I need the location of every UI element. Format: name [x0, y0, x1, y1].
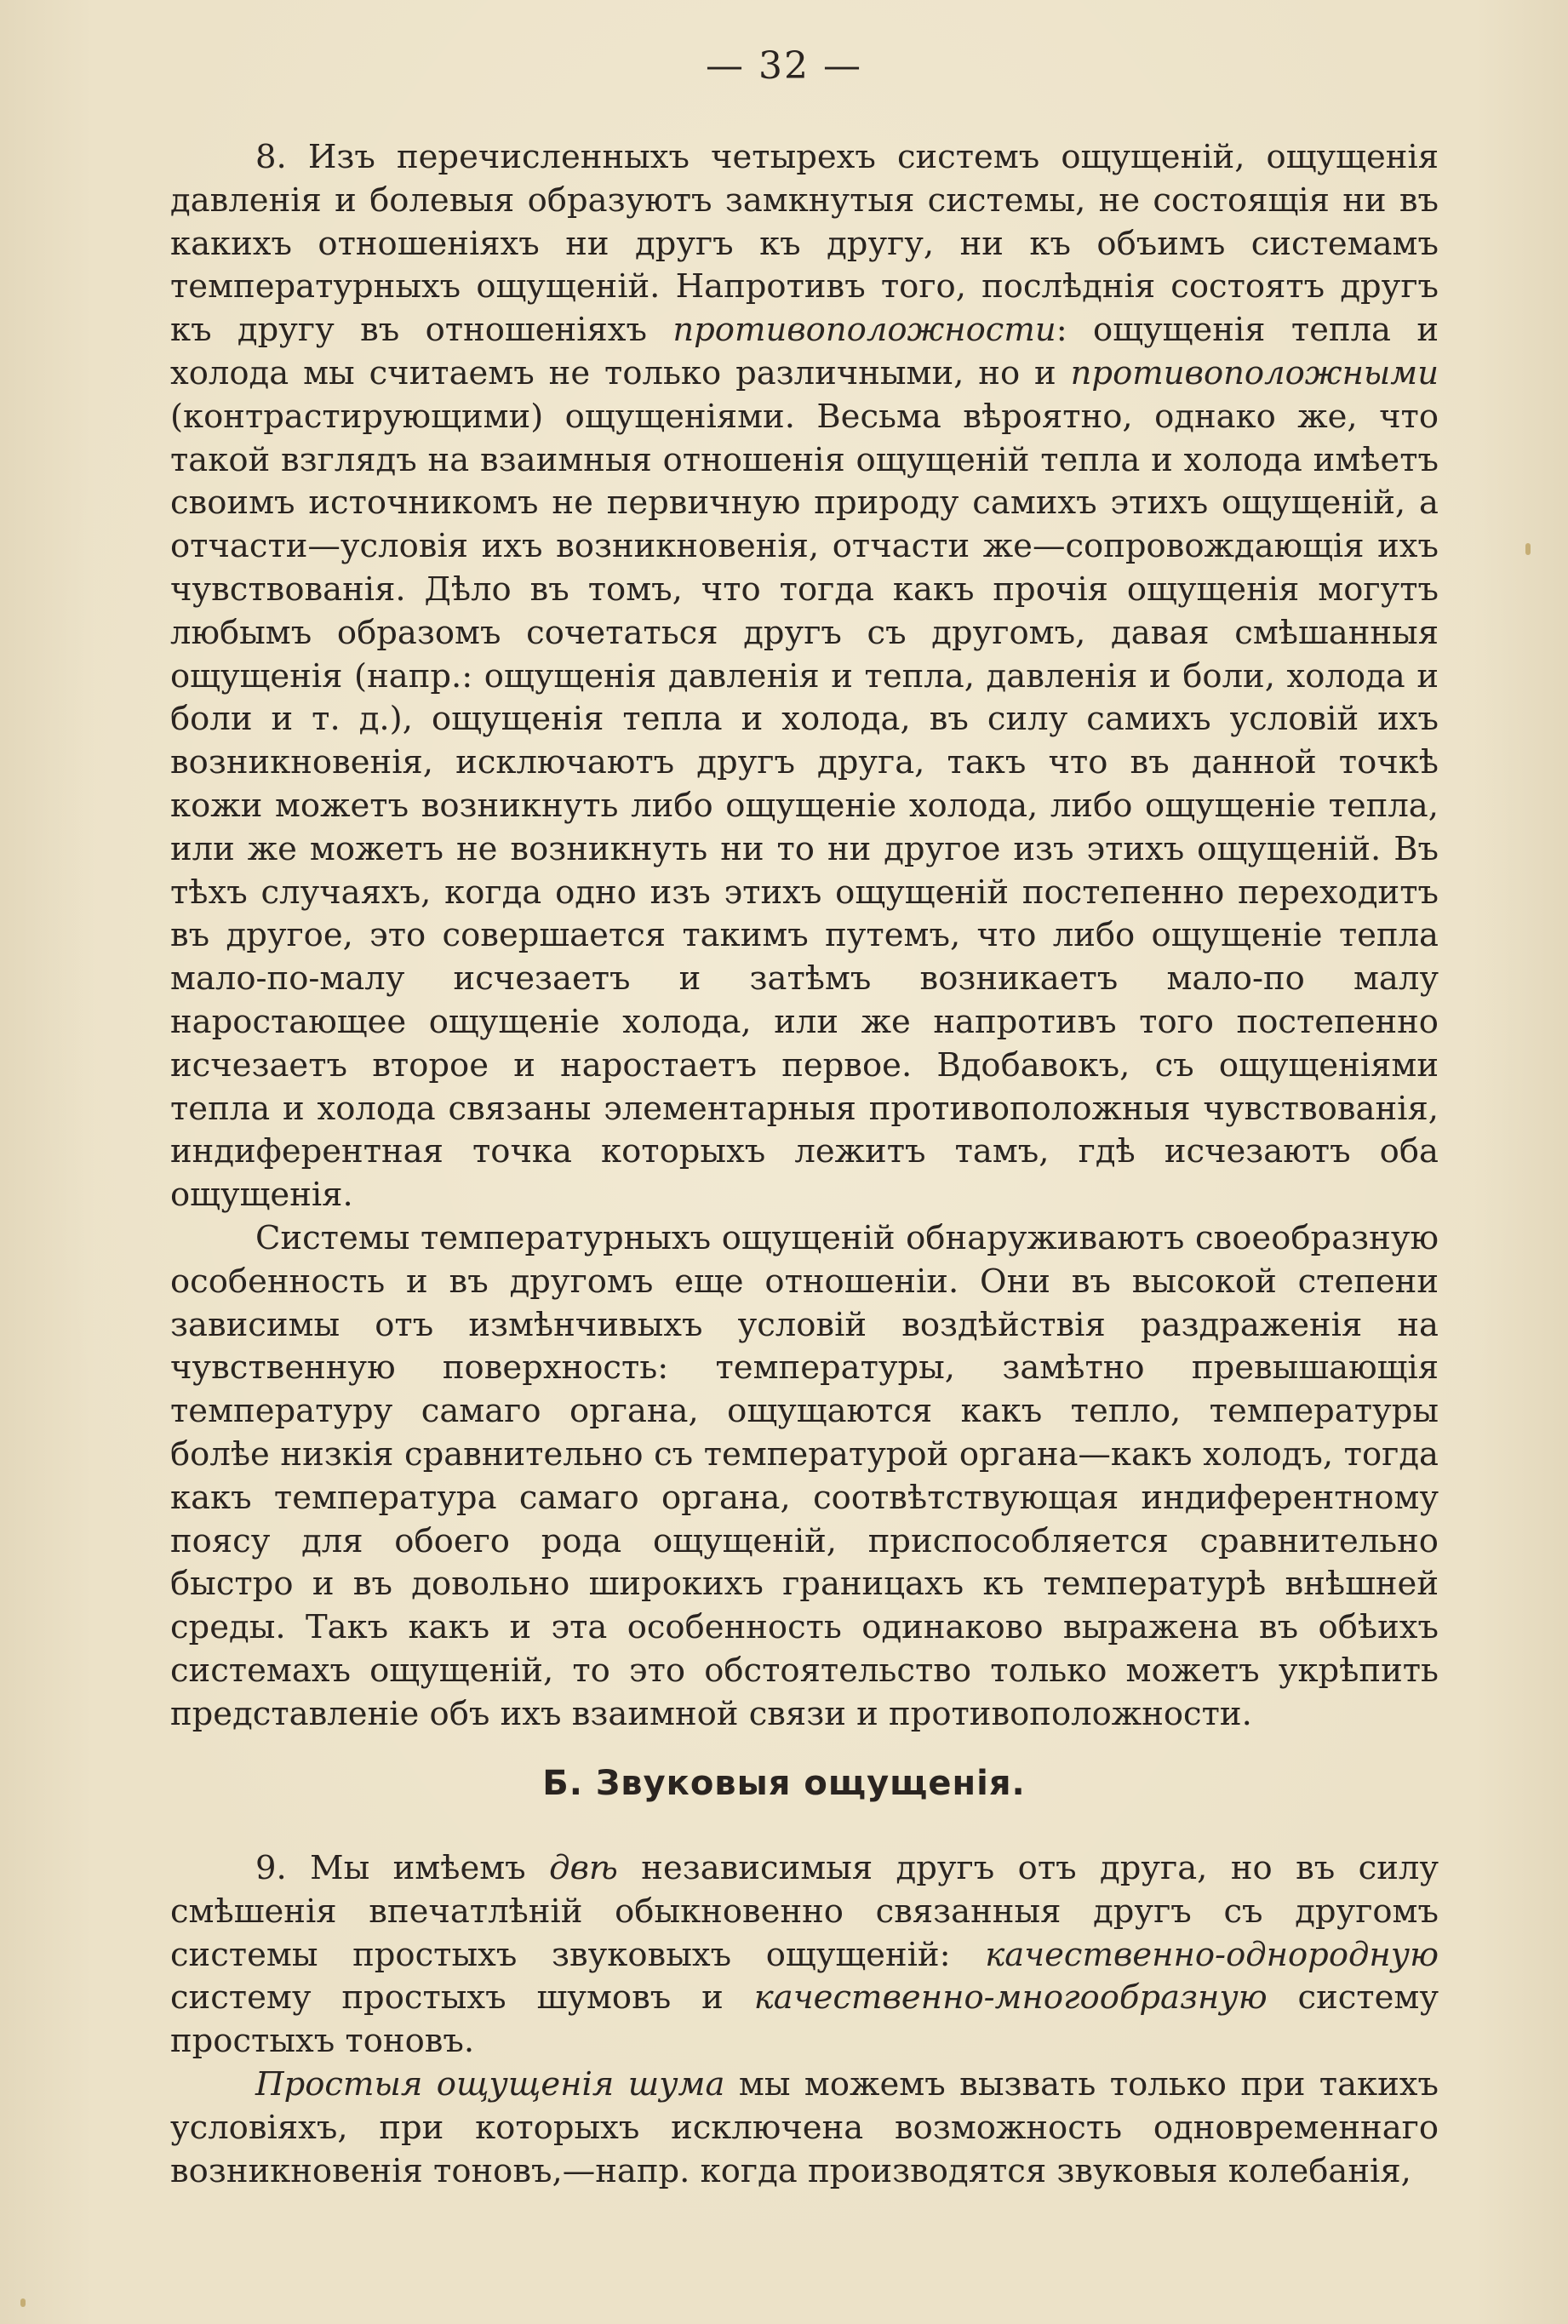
- text-run: : ощущенія тепла и холода мы считаемъ не только различными, но и: [170, 311, 1439, 392]
- text-run: независимыя другъ отъ друга, но въ силу смѣшенія впечатлѣній обыкновенно связанныя другъ съ другомъ системы простыхъ звуковыхъ ощущеній:: [170, 1849, 1439, 1974]
- paragraph: [170, 136, 1439, 1217]
- page-number: — 32 —: [706, 44, 862, 88]
- text-run: Системы температурныхъ ощущеній обнаруживаютъ своеобразную особенность и въ другомъ еще отношеніи. Они въ высокой степени зависимы отъ измѣнчивыхъ условій воздѣйствія раздраженія на чувственную поверхность: температуры, замѣтно превышающія температуру самаго органа, ощущаются какъ тепло, температуры болѣе низкія сравнительно съ температурой органа—какъ холодъ, тогда какъ температура самаго органа, соотвѣтствующая индиферентному поясу для обоего рода ощущеній, приспособляется сравнительно быстро и въ довольно широкихъ границахъ къ температурѣ внѣшней среды. Такъ какъ и эта особенность одинаково выражена въ обѣихъ системахъ ощущеній, то это обстоятельство только можетъ укрѣпить представленіе объ ихъ взаимной связи и противоположности.: [170, 1218, 1439, 1733]
- margin-mark: [1525, 543, 1531, 555]
- section-sound: [170, 1847, 1439, 2193]
- text-run: (контрастирующими) ощущеніями. Весьма вѣроятно, однако же, что такой взглядъ на взаимныя отношенія ощущеній тепла и холода имѣетъ своимъ источникомъ не первичную природу самихъ этихъ ощущеній, а отчасти—условія ихъ возникновенія, отчасти же—сопровождающія ихъ чувствованія. Дѣло въ томъ, что тогда какъ прочія ощущенія могутъ любымъ образомъ сочетаться другъ съ другомъ, давая смѣшанныя ощущенія (напр.: ощущенія давленія и тепла, давленія и боли, холода и боли и т. д.), ощущенія тепла и холода, въ силу самихъ условій ихъ возникновенія, исключаютъ другъ друга, такъ что въ данной точкѣ кожи можетъ возникнуть либо ощущеніе холода, либо ощущеніе тепла, или же можетъ не возникнуть ни то ни другое изъ этихъ ощущеній. Въ тѣхъ случаяхъ, когда одно изъ этихъ ощущеній постепенно переходитъ въ другое, это совершается такимъ путемъ, что либо ощущеніе тепла мало-по-малу исчезаетъ и затѣмъ возникаетъ мало-по малу наростающее ощущеніе холода, или же напротивъ того постепенно исчезаетъ второе и наростаетъ первое. Вдобавокъ, съ ощущеніями тепла и холода связаны элементарныя противоположныя чувствованія, индиферентная точка которыхъ лежитъ тамъ, гдѣ исчезаютъ оба ощущенія.: [170, 397, 1439, 1215]
- italic-text: качественно-многообразную: [753, 1978, 1268, 2018]
- text-run: систему простыхъ шумовъ и: [170, 1978, 754, 2018]
- italic-text: противоположными: [1070, 353, 1439, 392]
- paragraph: [170, 2064, 1439, 2193]
- text-run: систему простыхъ тоновъ.: [170, 1978, 1439, 2061]
- text-run: мы можемъ вызвать только при такихъ условіяхъ, при которыхъ исключена возможность одновременнаго возникновенія тоновъ,—напр. когда производятся звуковыя колебанія,: [170, 2064, 1439, 2190]
- italic-text: противоположности: [672, 311, 1056, 350]
- text-run: 9. Мы имѣемъ: [255, 1849, 550, 1887]
- text-run: 8. Изъ перечисленныхъ четырехъ системъ ощущеній, ощущенія давленія и болевыя образуютъ замкнутыя системы, не состоящія ни въ какихъ отношеніяхъ ни другъ къ другу, ни къ объимъ системамъ температурныхъ ощущеній. Напротивъ того, послѣднія состоятъ другъ къ другу въ отношеніяхъ: [170, 138, 1439, 350]
- section-temperature: [170, 136, 1439, 1736]
- margin-mark: [20, 2298, 26, 2307]
- italic-text: Простыя ощущенія шума: [255, 2064, 725, 2104]
- paragraph: [170, 1847, 1439, 2064]
- italic-text: двѣ: [549, 1849, 618, 1887]
- italic-text: качественно-однородную: [985, 1935, 1439, 1974]
- paragraph: [170, 1217, 1439, 1737]
- section-heading: Б. Звуковыя ощущенія.: [542, 1764, 1026, 1803]
